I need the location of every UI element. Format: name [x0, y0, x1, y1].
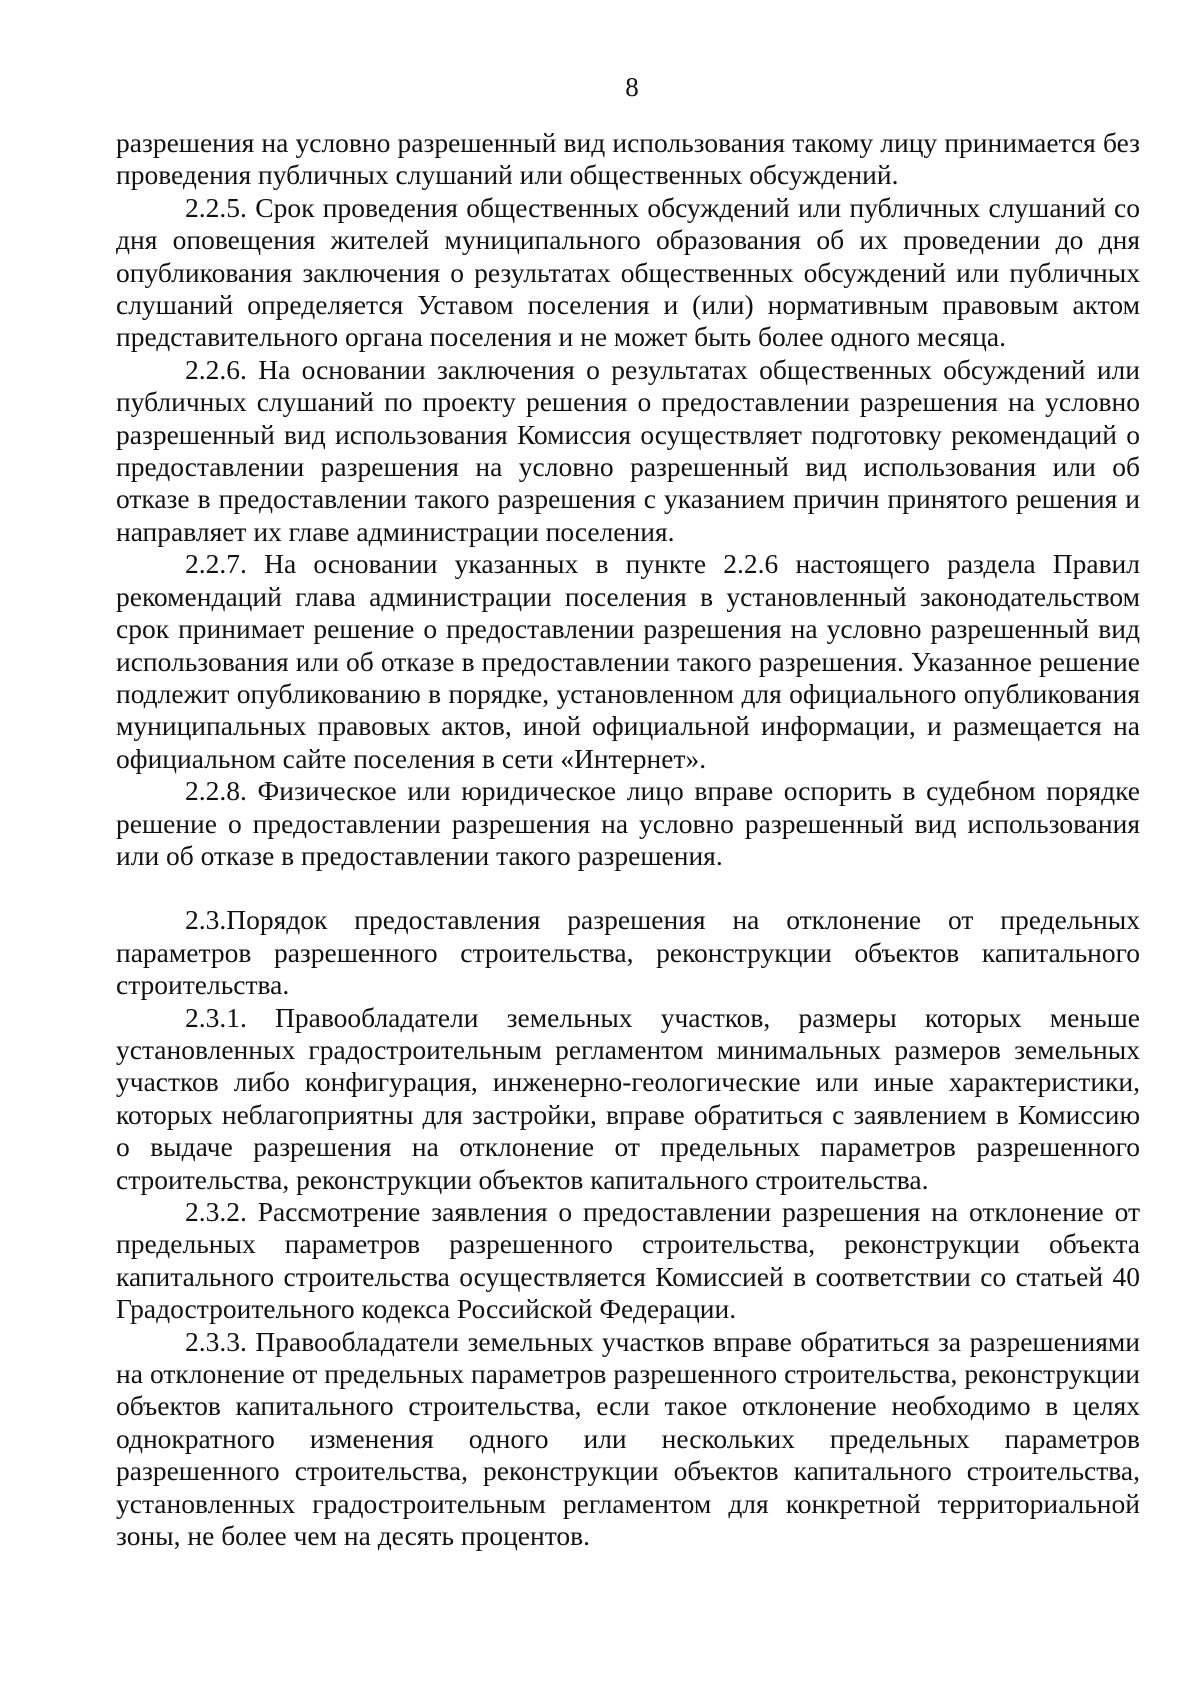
paragraph-2-2-5: 2.2.5. Срок проведения общественных обсуждений или публичных слушаний со дня оповещения жителей муниципального образования об их проведении до дня опубликования заключения о результатах общественных обсуждений или публичных слушаний определяется Уставом поселения и (или) нормативным правовым актом представительного органа поселения и не может быть более одного месяца.	[116, 191, 1140, 353]
paragraph-2-3-1: 2.3.1. Правообладатели земельных участков, размеры которых меньше установленных градостроительным регламентом минимальных размеров земельных участков либо конфигурация, инженерно-геологические или иные характеристики, которых неблагоприятны для застройки, вправе обратиться с заявлением в Комиссию о выдаче разрешения на отклонение от предельных параметров разрешенного строительства, реконструкции объектов капитального строительства.	[116, 1001, 1140, 1195]
paragraph-2-3-3: 2.3.3. Правообладатели земельных участков вправе обратиться за разрешениями на отклонение от предельных параметров разрешенного строительства, реконструкции объектов капитального строительства, если такое отклонение необходимо в целях однократного изменения одного или нескольких предельных параметров разрешенного строительства, реконструкции объектов капитального строительства, установленных градостроительным регламентом для конкретной территориальной зоны, не более чем на десять процентов.	[116, 1325, 1140, 1552]
paragraph-2-2-7: 2.2.7. На основании указанных в пункте 2.2.6 настоящего раздела Правил рекомендаций глава администрации поселения в установленный законодательством срок принимает решение о предоставлении разрешения на условно разрешенный вид использования или об отказе в предоставлении такого разрешения. Указанное решение подлежит опубликованию в порядке, установленном для официального опубликования муниципальных правовых актов, иной официальной информации, и размещается на официальном сайте поселения в сети «Интернет».	[116, 548, 1140, 774]
paragraph-continuation: разрешения на условно разрешенный вид использования такому лицу принимается без проведения публичных слушаний или общественных обсуждений.	[116, 127, 1140, 191]
paragraph-2-2-6: 2.2.6. На основании заключения о результатах общественных обсуждений или публичных слушаний по проекту решения о предоставлении разрешения на условно разрешенный вид использования Комиссия осуществляет подготовку рекомендаций о предоставлении разрешения на условно разрешенный вид использования или об отказе в предоставлении такого разрешения с указанием причин принятого решения и направляет их главе администрации поселения.	[116, 353, 1140, 547]
paragraph-2-2-8: 2.2.8. Физическое или юридическое лицо вправе оспорить в судебном порядке решение о предоставлении разрешения на условно разрешенный вид использования или об отказе в предоставлении такого разрешения.	[116, 775, 1140, 871]
section-heading-2-3: 2.3.Порядок предоставления разрешения на отклонение от предельных параметров разрешенного строительства, реконструкции объектов капитального строительства.	[116, 904, 1140, 1001]
paragraph-2-3-2: 2.3.2. Рассмотрение заявления о предоставлении разрешения на отклонение от предельных параметров разрешенного строительства, реконструкции объекта капитального строительства осуществляется Комиссией в соответствии со статьей 40 Градостроительного кодекса Российской Федерации.	[116, 1196, 1140, 1325]
page-number: 8	[625, 72, 639, 102]
document-body	[116, 127, 1140, 1552]
